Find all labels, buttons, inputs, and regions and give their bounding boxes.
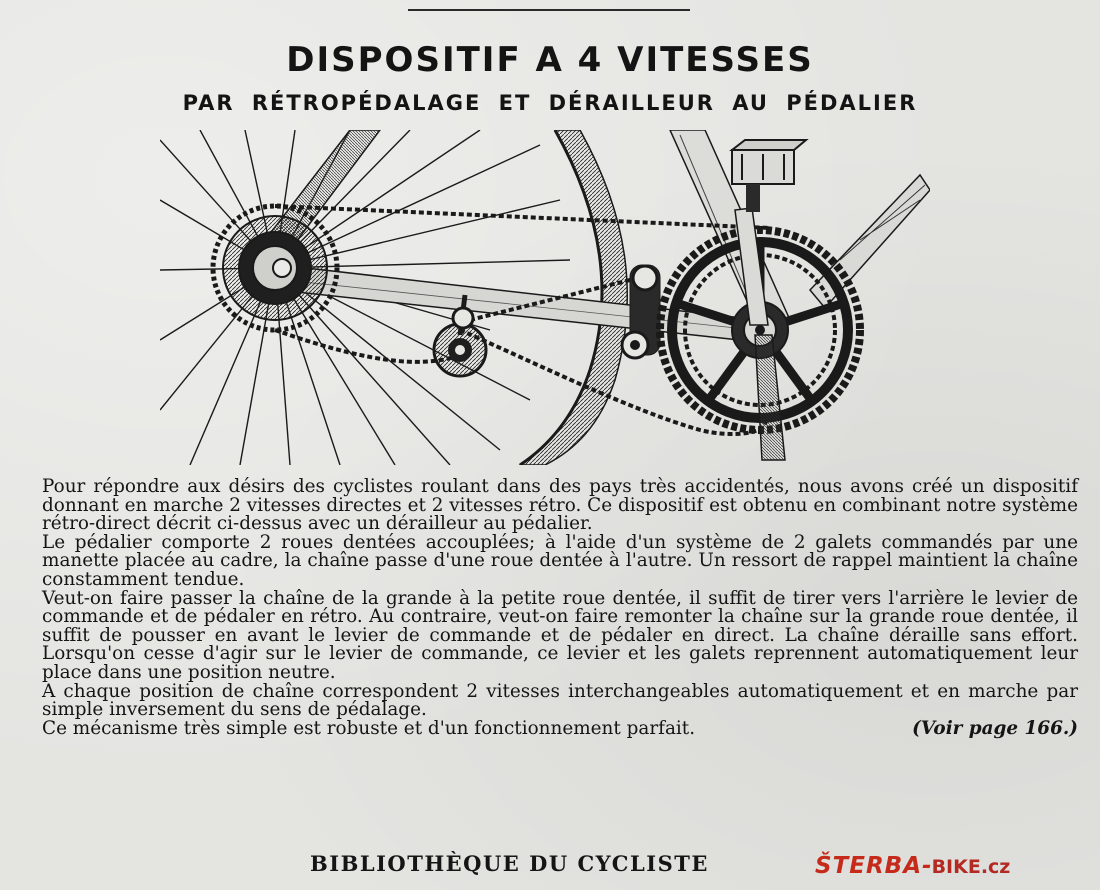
watermark-main: ŠTERBA bbox=[815, 853, 923, 879]
watermark-domain: BIKE.cz bbox=[931, 856, 1011, 878]
article-body bbox=[42, 478, 1078, 738]
page-subtitle: PAR RÉTROPÉDALAGE ET DÉRAILLEUR AU PÉDALIER bbox=[182, 91, 918, 115]
paragraph-3: Veut-on faire passer la chaîne de la grande à la petite roue dentée, il suffit de tirer vers l'arrière le levier de commande et de pédaler en rétro. Au contraire, veut-on faire remonter la chaîne sur la grande roue dentée, il suffit de pousser en avant le levier de commande et de pédaler en direct. La chaîne déraille sans effort. Lorsqu'on cesse d'agir sur le levier de commande, ce levier et les galets reprennent automatiquement leur place dans une position neutre. bbox=[42, 587, 1078, 683]
page-title: DISPOSITIF A 4 VITESSES bbox=[286, 40, 814, 80]
paragraph-1: Pour répondre aux désirs des cyclistes roulant dans des pays très accidentés, nous avons créé un dispositif donnant en marche 2 vitesses directes et 2 vitesses rétro. Ce dispositif est obtenu en combinant notre système rétro-direct décrit ci-dessus avec un dérailleur au pédalier. bbox=[42, 476, 1078, 535]
paragraph-2: Le pédalier comporte 2 roues dentées accouplées; à l'aide d'un système de 2 galets commandés par une manette placée au cadre, la chaîne passe d'une roue dentée à l'autre. Un ressort de rappel maintient la chaîne constamment tendue. bbox=[42, 531, 1078, 590]
closing-sentence: Ce mécanisme très simple est robuste et d'un fonctionnement parfait. bbox=[42, 717, 696, 739]
watermark-logo bbox=[815, 853, 1010, 879]
publication-signature: BIBLIOTHÈQUE DU CYCLISTE bbox=[310, 851, 709, 876]
watermark-separator: - bbox=[922, 853, 932, 879]
page-reference: (Voir page 166.) bbox=[912, 717, 1078, 739]
paragraph-5 bbox=[42, 717, 1078, 739]
down-tube bbox=[810, 175, 930, 308]
paragraph-4: A chaque position de chaîne correspondent 2 vitesses interchangeables automatiquement et en marche par simple inversement du sens de pédalage. bbox=[42, 680, 1078, 721]
top-rule bbox=[408, 9, 690, 11]
drivetrain-illustration bbox=[160, 130, 930, 465]
pedal bbox=[732, 140, 806, 212]
